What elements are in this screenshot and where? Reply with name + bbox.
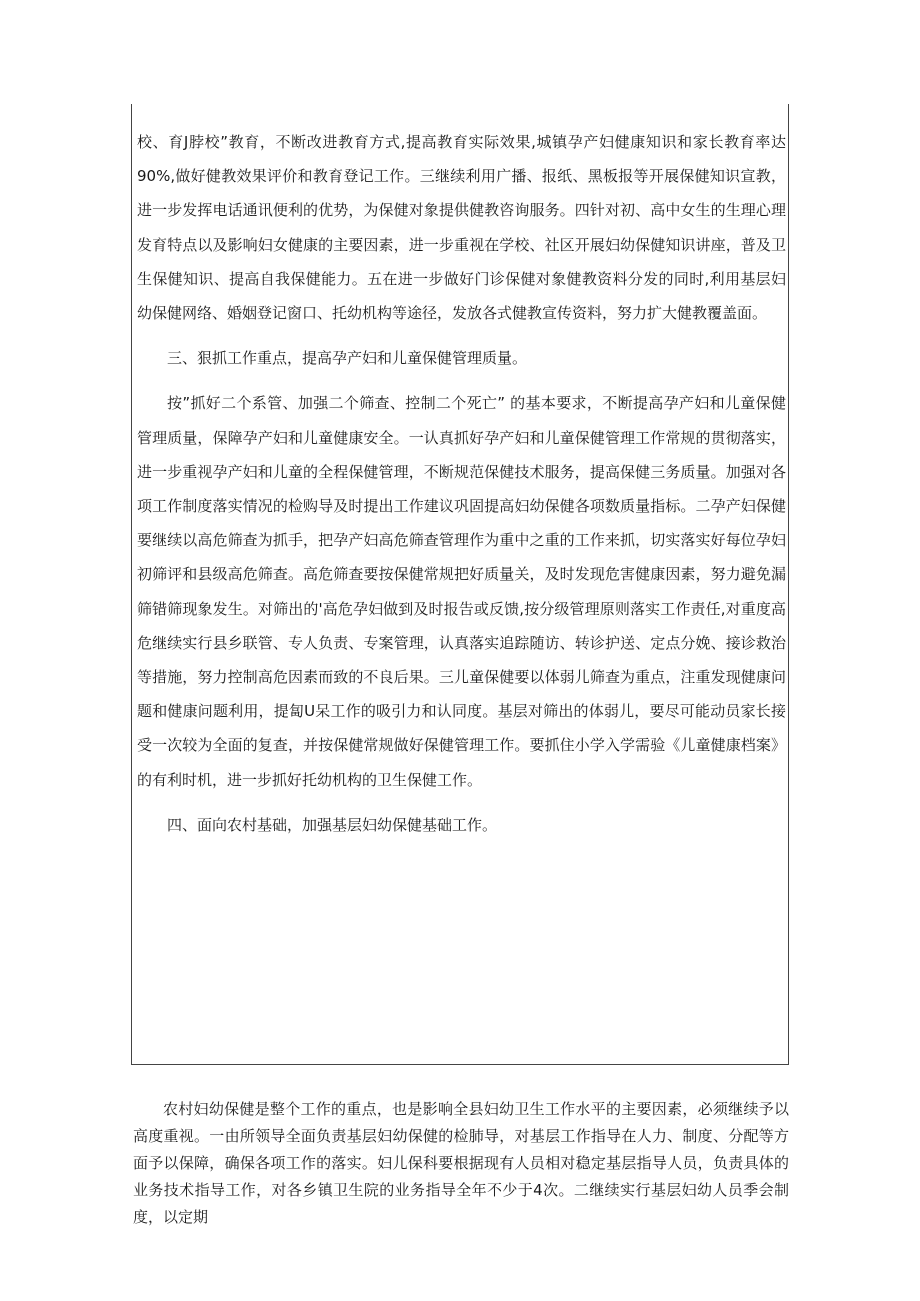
paragraph-maternal-child-management: 按”抓好二个系管、加强二个筛查、控制二个死亡” 的基本要求，不断提高孕产妇和儿童保健管理质量，保障孕产妇和儿童健康安全。一认真抓好孕产妇和儿童保健管理工作常规的贯彻落实，进一步重视孕产妇和儿童的全程保健管理，不断规范保健技术服务，提高保健三务质量。加强对各项工作制度落实情况的检购导及时提出工作建议巩固提高妇幼保健各项数质量指标。二孕产妇保健要继续以高危筛查为抓手，把孕产妇高危筛查管理作为重中之重的工作来抓，切实落实好每位孕妇初筛评和县级高危筛查。高危筛查要按保健常规把好质量关，及时发现危害健康因素，努力避免漏筛错筛现象发生。对筛出的'高危孕妇做到及时报告或反馈,按分级管理原则落实工作责任,对重度高危继续实行县乡联管、专人负责、专案管理，认真落实追踪随访、转诊护送、定点分娩、接诊救治等措施，努力控制高危因素而致的不良后果。三儿童保健要以体弱儿筛查为重点，注重发现健康问题和健康问题利用，提匐U呆工作的吸引力和认同度。基层对筛出的体弱儿，要尽可能动员家长接受一次较为全面的复查，并按保健常规做好保健管理工作。要抓住小学入学需验《儿童健康档案》的有利时机，进一步抓好托幼机构的卫生保健工作。 <box>137 394 786 789</box>
bordered-text-block <box>131 104 789 1065</box>
heading-section-four: 四、面向农村基础，加强基层妇幼保健基础工作。 <box>167 815 498 834</box>
paragraph-rural-maternal-health: 农村妇幼保健是整个工作的重点，也是影响全县妇幼卫生工作水平的主要因素，必须继续予以高度重视。一由所领导全面负责基层妇幼保健的检肺导，对基层工作指导在人力、制度、分配等方面予以保障，确保各项工作的落实。妇儿保科要根据现有人员相对稳定基层指导人员，负责具体的业务技术指导工作，对各乡镇卫生院的业务指导全年不少于4次。二继续实行基层妇幼人员季会制度，以定期 <box>133 1100 789 1226</box>
paragraph-health-education: 校、育J脖校”教育，不断改进教育方式,提高教育实际效果,城镇孕产妇健康知识和家长教育率达90%,做好健教效果评价和教育登记工作。三继续利用广播、报纸、黑板报等开展保健知识宣教，进一步发挥电话通讯便利的优势，为保健对象提供健教咨询服务。四针对初、高中女生的生理心理发育特点以及影响妇女健康的主要因素，进一步重视在学校、社区开展妇幼保健知识讲座，普及卫生保健知识、提高自我保健能力。五在进一步做好门诊保健对象健教资料分发的同时,利用基层妇幼保健网络、婚姻登记窗口、托幼机构等途径，发放各式健教宣传资料，努力扩大健教覆盖面。 <box>137 133 786 323</box>
body-text-block <box>133 1096 789 1231</box>
heading-section-three: 三、狠抓工作重点，提高孕产妇和儿童保健管理质量。 <box>167 349 528 368</box>
